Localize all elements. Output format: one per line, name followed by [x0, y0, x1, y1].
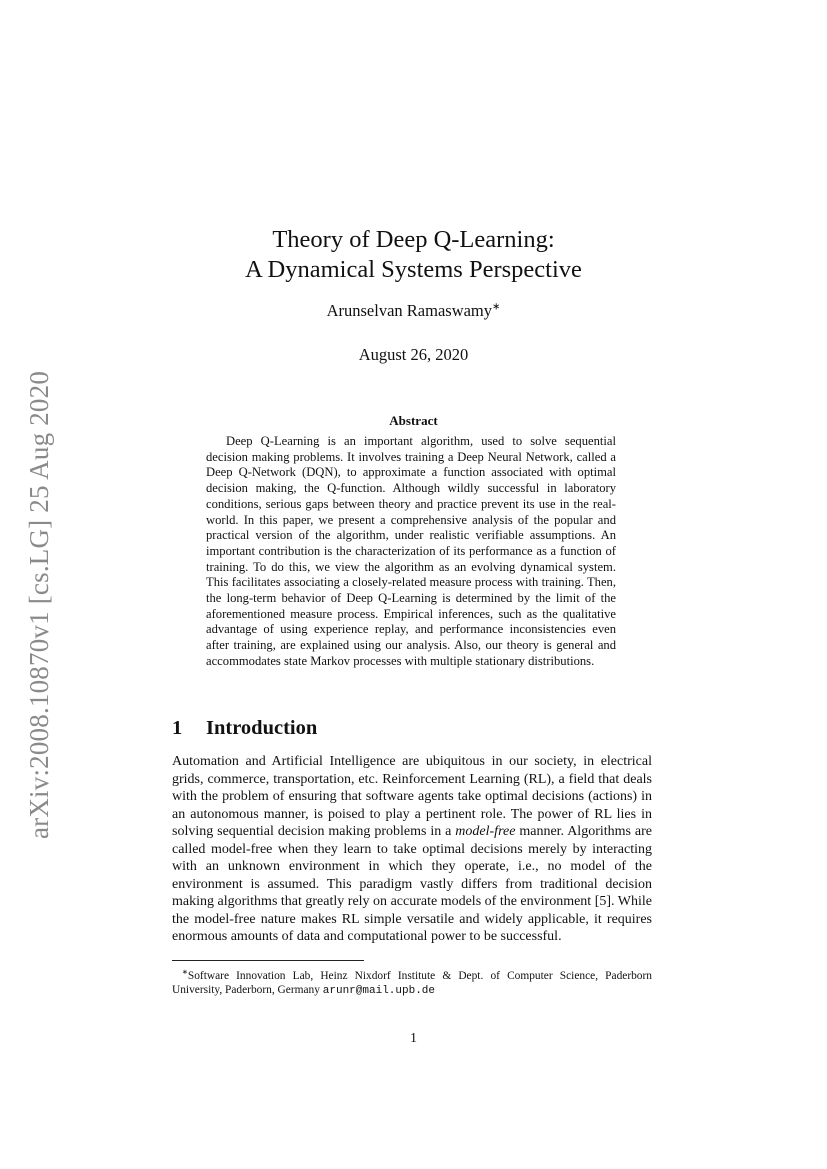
abstract-heading: Abstract — [389, 413, 438, 428]
author-line — [0, 301, 827, 321]
footnote — [172, 965, 652, 998]
author-email-link[interactable]: arunr@mail.upb.de — [322, 984, 435, 997]
intro-text-part-2: manner. Algorithms are called model-free when they learn to take optimal decisions merely by interacting with an unknown environment in which they operate, i.e., no model of the environment is assumed. This paradigm vastly differs from traditional decision making algorithms that greatly rely on accurate models of the environment [5]. While the model-free nature makes RL simple versatile and widely applicable, it requires enormous amounts of data and computational power to be successful. — [172, 824, 652, 944]
section-heading — [172, 717, 317, 740]
intro-emphasis: model-free — [455, 824, 516, 839]
publication-date: August 26, 2020 — [358, 345, 469, 364]
section-title: Introduction — [206, 717, 318, 739]
section-number: 1 — [172, 717, 183, 739]
introduction-paragraph — [172, 753, 652, 946]
arxiv-identifier-stamp: arXiv:2008.10870v1 [cs.LG] 25 Aug 2020 — [24, 370, 54, 840]
intro-text-part-1: Automation and Artificial Intelligence are ubiquitous in our society, in electrical grids, commerce, transportation, etc. Reinforcement Learning (RL), a field that deals with the problem of ensuring that software agents take optimal decisions (actions) in an autonomous manner, is poised to play a pertinent role. The power of RL lies in solving sequential decision making problems in a — [172, 754, 652, 839]
footnote-mark: ∗ — [182, 968, 188, 976]
author-name: Arunselvan Ramaswamy — [326, 301, 493, 320]
footnote-text: Software Innovation Lab, Heinz Nixdorf Institute & Dept. of Computer Science, Paderborn University, Paderborn, Germany — [172, 969, 652, 996]
abstract-text: Deep Q-Learning is an important algorithm, used to solve sequential decision making problems. It involves training a Deep Neural Network, called a Deep Q-Network (DQN), to approximate a function associated with optimal decision making, the Q-function. Although wildly successful in laboratory conditions, serious gaps between theory and practice prevent its use in the real-world. In this paper, we present a comprehensive analysis of the popular and practical version of the algorithm, under realistic verifiable assumptions. An important contribution is the characterization of its performance as a function of training. To do this, we view the algorithm as an evolving dynamical system. This facilitates associating a closely-related measure process with training. Then, the long-term behavior of Deep Q-Learning is determined by the limit of the aforementioned measure process. Empirical inferences, such as the qualitative advantage of using experience replay, and performance inconsistencies even after training, are explained using our analysis. Also, our theory is general and accommodates state Markov processes with multiple stationary distributions. — [206, 434, 616, 668]
paper-title-line-2: A Dynamical Systems Perspective — [245, 256, 582, 283]
author-footnote-mark: ∗ — [492, 301, 501, 313]
footnote-divider — [172, 960, 364, 961]
paper-title — [0, 225, 827, 285]
page-number: 1 — [410, 1031, 417, 1046]
paper-title-line-1: Theory of Deep Q-Learning: — [272, 226, 555, 253]
